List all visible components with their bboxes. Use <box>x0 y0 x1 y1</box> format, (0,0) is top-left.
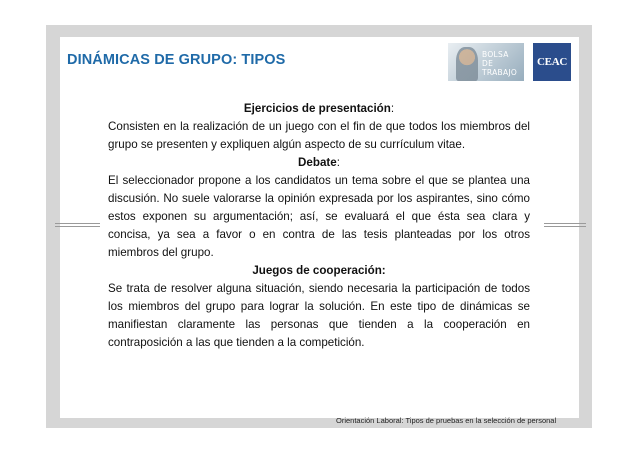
right-divider-line <box>544 223 586 227</box>
section-text-presentacion: Consisten en la realización de un juego con el fin de que todos los miembros del grupo se presenten y expliquen algún aspecto de su currículum vitae. <box>108 120 530 151</box>
ceac-logo: CEAC <box>533 43 571 81</box>
slide-content <box>108 100 530 352</box>
person-photo-icon <box>456 47 478 81</box>
slide-title: DINÁMICAS DE GRUPO: TIPOS <box>67 52 286 68</box>
bolsa-de-trabajo-logo <box>448 43 524 81</box>
section-heading-cooperacion: Juegos de cooperación: <box>252 264 386 277</box>
left-divider-line <box>55 223 100 227</box>
slide-footer: Orientación Laboral: Tipos de pruebas en la selección de personal <box>336 416 557 425</box>
section-text-cooperacion: Se trata de resolver alguna situación, siendo necesaria la participación de todos los miembros del grupo para lograr la solución. En este tipo de dinámicas se manifiestan claramente las personas que tienden a la cooperación en contraposición a las que tienden a la competición. <box>108 282 530 349</box>
section-text-debate: El seleccionador propone a los candidatos un tema sobre el que se plantea una discusión. No suele valorarse la opinión expresada por los aspirantes, sino cómo estos exponen su argumentación; así, se evaluará el que ésta sea clara y concisa, ya sea a favor o en contra de las tesis planteadas por los otros miembros del grupo. <box>108 174 530 259</box>
section-heading-debate: Debate: <box>298 156 340 169</box>
bolsa-de-trabajo-logo-text: BOLSA DE TRABAJO <box>482 50 518 77</box>
section-heading-presentacion: Ejercicios de presentación: <box>243 102 395 115</box>
